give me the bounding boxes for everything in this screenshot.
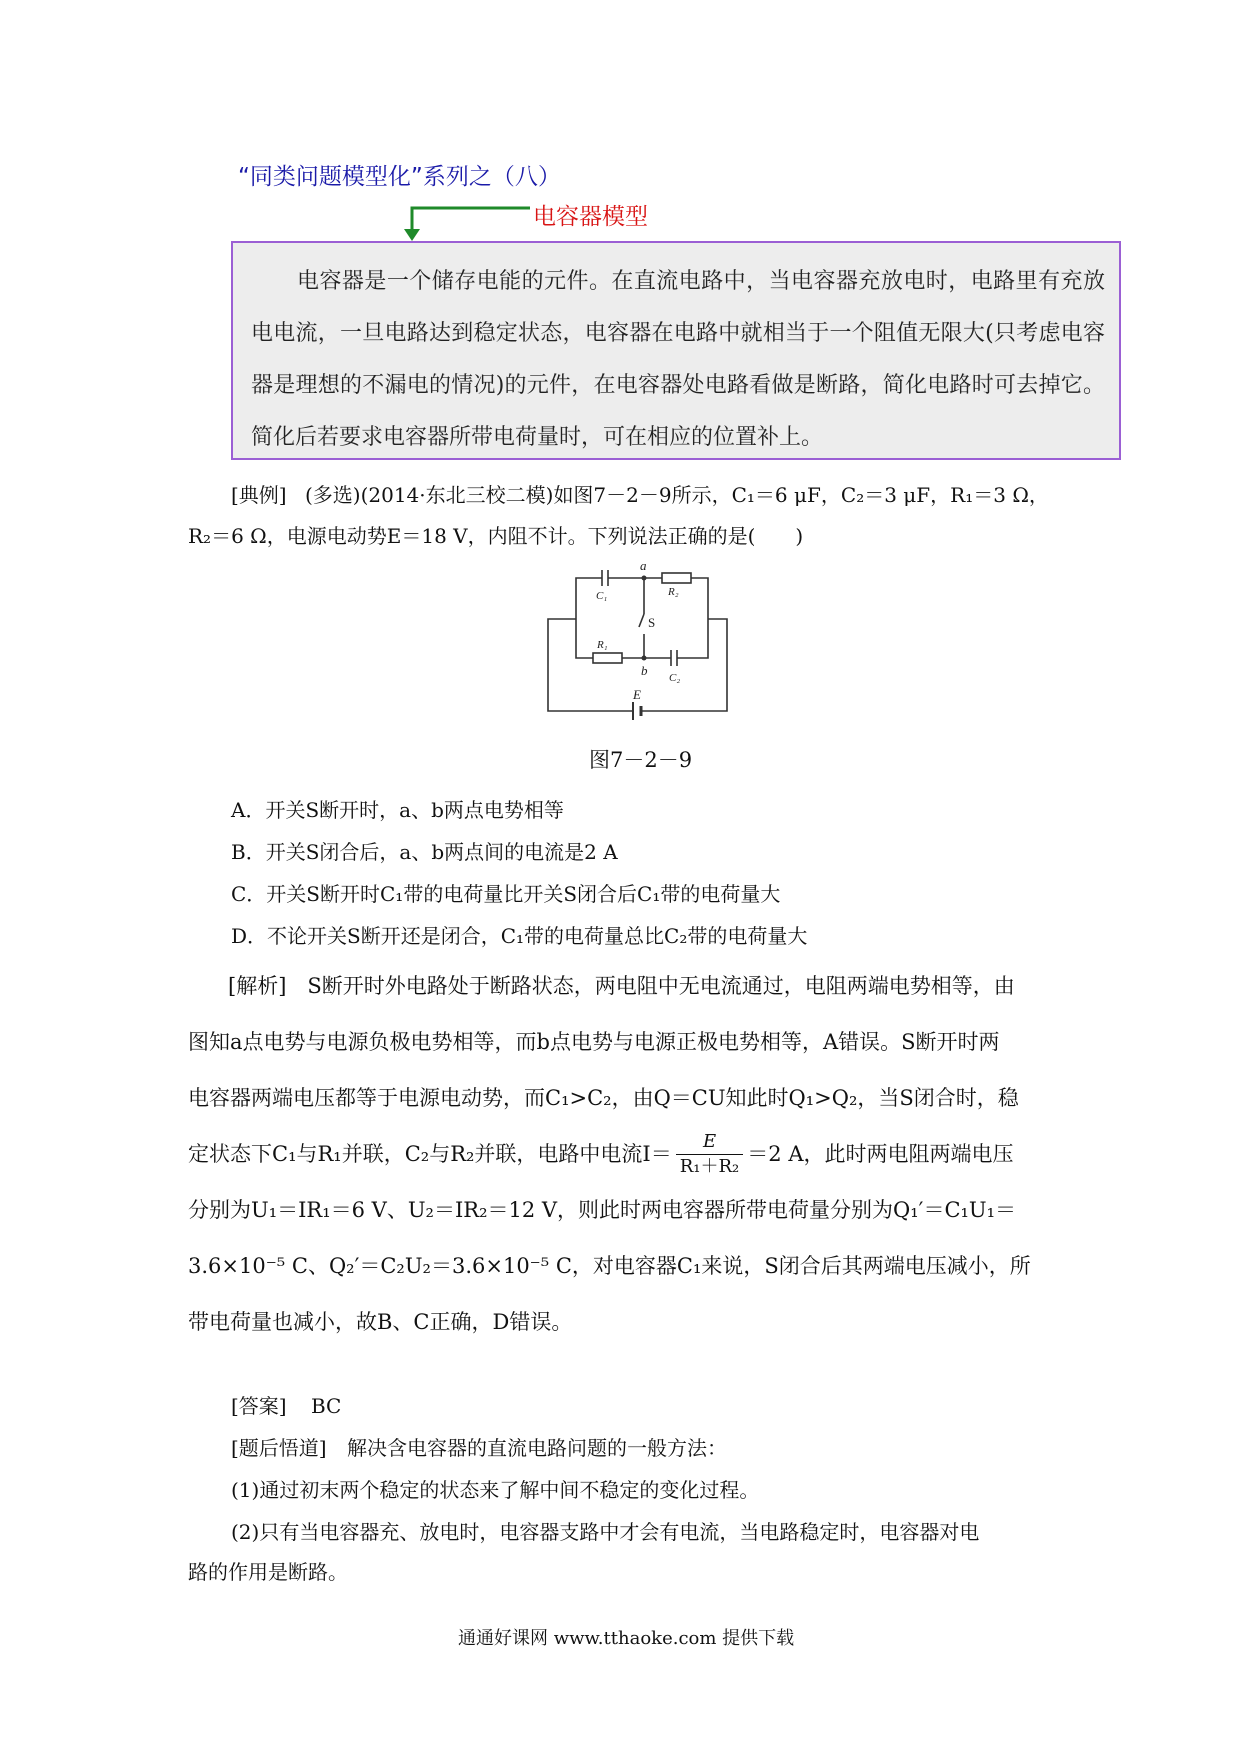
- emf-label: E: [633, 687, 641, 702]
- model-title: 电容器模型: [533, 204, 648, 230]
- answer-value: BC: [310, 1394, 342, 1418]
- option-a: A．开关S断开时，a、b两点电势相等: [231, 798, 564, 822]
- c2-label: C₂: [669, 672, 681, 684]
- figure-caption: 图7－2－9: [589, 748, 693, 772]
- insight-line: [231, 1434, 727, 1462]
- example-label: [典例]: [231, 483, 287, 507]
- analysis-label: [解析]: [228, 974, 287, 998]
- analysis-block: [188, 958, 1056, 1350]
- answer-label: [答案]: [231, 1394, 287, 1418]
- c1-label: C₁: [596, 590, 608, 602]
- r1-label: R₁: [597, 639, 608, 651]
- intro-text: 电容器是一个储存电能的元件。在直流电路中，当电容器充放电时，电路里有充放电电流，一旦电路达到稳定状态，电容器在电路中就相当于一个阻值无限大(只考虑电容器是理想的不漏电的情况)的元件，在电容器处电路看做是断路，简化电路时可去掉它。简化后若要求电容器所带电荷量时，可在相应的位置补上。: [251, 269, 1105, 450]
- fraction-denominator: R₁＋R₂: [676, 1154, 744, 1179]
- fraction-numerator: E: [702, 1130, 717, 1152]
- circuit-diagram: [540, 560, 740, 725]
- example-line1-rest: 如图7－2－9所示，C₁＝6 μF，C₂＝3 μF，R₁＝3 Ω，: [553, 483, 1049, 507]
- option-b: B．开关S闭合后，a、b两点间的电流是2 A: [231, 840, 618, 864]
- series-title: “同类问题模型化”系列之（八）: [238, 164, 561, 190]
- option-d: D．不论开关S断开还是闭合，C₁带的电荷量总比C₂带的电荷量大: [231, 924, 808, 948]
- insight-label: [题后悟道]: [231, 1436, 327, 1460]
- example-tag: (多选)(2014·东北三校二模): [304, 483, 554, 507]
- option-c: C．开关S断开时C₁带的电荷量比开关S闭合后C₁带的电荷量大: [231, 882, 781, 906]
- answer-line: [231, 1392, 341, 1420]
- example-line-1: [231, 481, 1049, 509]
- analysis-line-7: 带电荷量也减小，故B、C正确，D错误。: [188, 1310, 573, 1334]
- node-b-label: b: [641, 663, 648, 678]
- analysis-line-2: 图知a点电势与电源负极电势相等，而b点电势与电源正极电势相等，A错误。S断开时两: [188, 1030, 1000, 1054]
- insight-title: 解决含电容器的直流电路问题的一般方法：: [346, 1436, 727, 1460]
- insight-point-2b: 路的作用是断路。: [188, 1560, 348, 1584]
- analysis-line-5: 分别为U₁＝IR₁＝6 V、U₂＝IR₂＝12 V，则此时两电容器所带电荷量分别为Q₁′＝C₁U₁＝: [188, 1198, 1017, 1222]
- current-fraction: [676, 1130, 744, 1179]
- footer-text: 通通好课网 www.tthaoke.com 提供下载: [458, 1628, 795, 1649]
- analysis-line-6: 3.6×10⁻⁵ C、Q₂′＝C₂U₂＝3.6×10⁻⁵ C，对电容器C₁来说，S闭合后其两端电压减小，所: [188, 1254, 1031, 1278]
- insight-point-1: (1)通过初末两个稳定的状态来了解中间不稳定的变化过程。: [231, 1478, 760, 1502]
- intro-box: [231, 241, 1121, 460]
- example-line-2: R₂＝6 Ω，电源电动势E＝18 V，内阻不计。下列说法正确的是( ): [188, 524, 804, 548]
- r2-label: R₂: [668, 586, 679, 598]
- insight-point-2a: (2)只有当电容器充、放电时，电容器支路中才会有电流，当电路稳定时，电容器对电: [231, 1520, 980, 1544]
- pointer-arrow-icon: [400, 197, 535, 242]
- analysis-line-1: [解析] S断开时外电路处于断路状态，两电阻中无电流通过，电阻两端电势相等，由: [228, 974, 1015, 998]
- node-a-label: a: [640, 560, 647, 573]
- analysis-line-3: 电容器两端电压都等于电源电动势，而C₁>C₂，由Q＝CU知此时Q₁>Q₂，当S闭合时，稳: [188, 1086, 1019, 1110]
- switch-label: S: [648, 615, 656, 630]
- analysis-line-4: 定状态下C₁与R₁并联，C₂与R₂并联，电路中电流I＝ $\frac{E}{\text{R₁＋R₂}}$ ＝2 A，此时两电阻两端电压: [188, 1130, 1014, 1177]
